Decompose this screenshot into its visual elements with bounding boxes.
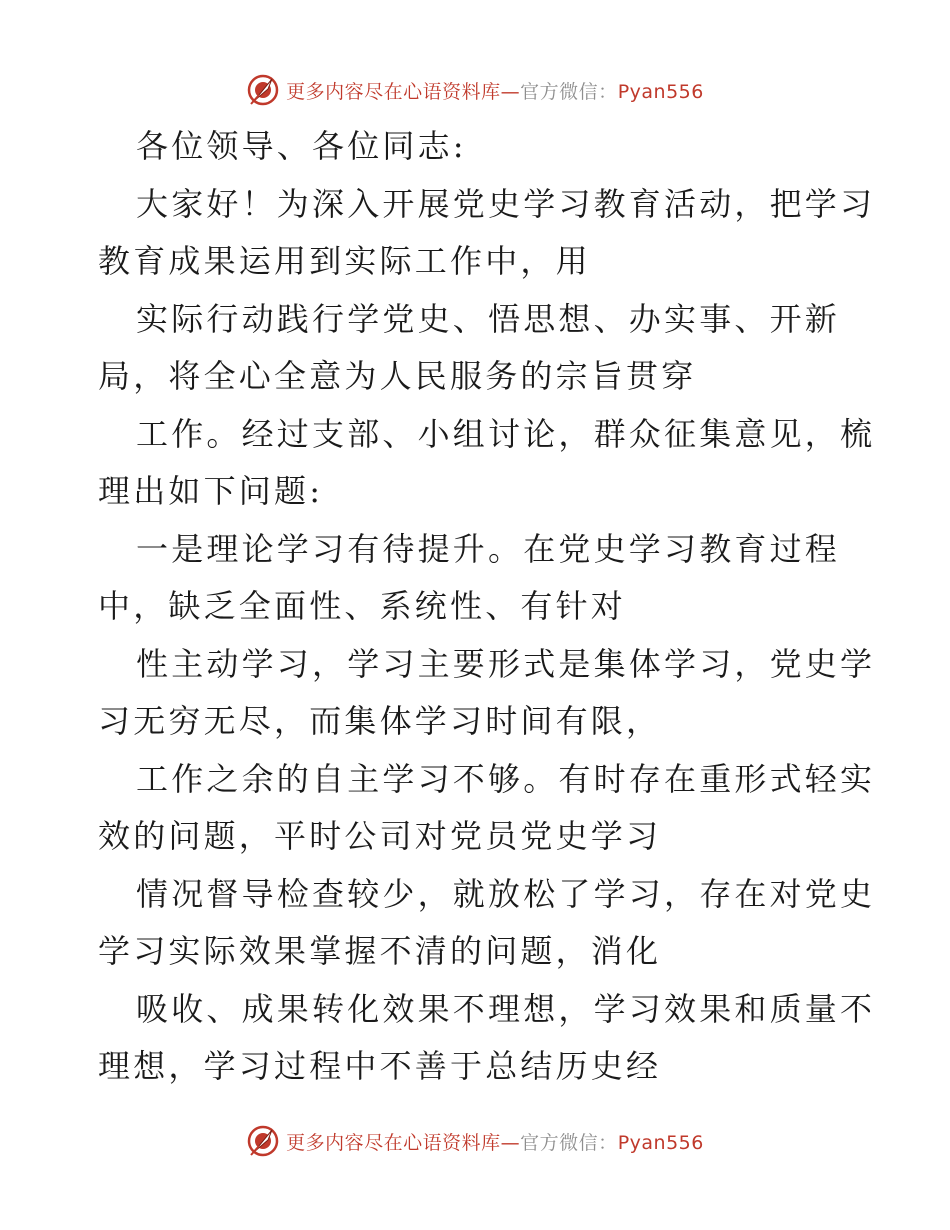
- body-line: 工作。经过支部、小组讨论，群众征集意见，梳: [136, 414, 876, 453]
- body-line: 理想，学习过程中不善于总结历史经: [98, 1047, 662, 1085]
- footer-brand: 更多内容尽在心语资料库: [286, 1131, 501, 1154]
- footer-banner: [0, 1121, 950, 1161]
- header-wechat-label: 官方微信：: [520, 80, 618, 103]
- body-line: 教育成果运用到实际工作中，用: [98, 242, 591, 280]
- body-line: 实际行动践行学党史、悟思想、办实事、开新: [136, 299, 841, 338]
- body-line: 一是理论学习有待提升。在党史学习教育过程: [136, 529, 841, 568]
- body-line: 情况督导检查较少，就放松了学习，存在对党史: [136, 874, 876, 913]
- header-banner: [0, 70, 950, 110]
- body-line: 工作之余的自主学习不够。有时存在重形式轻实: [136, 759, 876, 798]
- document-body: [98, 118, 876, 1096]
- body-line: 习无穷无尽，而集体学习时间有限，: [98, 702, 662, 740]
- footer-wechat-id: Pyan556: [617, 1131, 704, 1154]
- header-separator: —: [500, 80, 521, 103]
- body-line: 学习实际效果掌握不清的问题，消化: [98, 932, 662, 970]
- body-line: 中，缺乏全面性、系统性、有针对: [98, 587, 627, 625]
- body-line: 各位领导、各位同志:: [136, 127, 467, 165]
- body-line: 性主动学习，学习主要形式是集体学习，党史学: [136, 644, 876, 683]
- body-line: 效的问题，平时公司对党员党史学习: [98, 817, 662, 855]
- footer-wechat-label: 官方微信：: [520, 1131, 618, 1154]
- header-brand: 更多内容尽在心语资料库: [286, 80, 501, 103]
- footer-separator: —: [500, 1131, 521, 1154]
- body-line: 大家好！为深入开展党史学习教育活动，把学习: [136, 184, 876, 223]
- header-watermark-text: [286, 77, 704, 104]
- footer-watermark-text: [286, 1128, 704, 1155]
- header-wechat-id: Pyan556: [617, 80, 704, 103]
- quill-seal-logo-icon: [246, 1124, 280, 1158]
- body-line: 理出如下问题:: [98, 472, 324, 510]
- body-line: 局，将全心全意为人民服务的宗旨贯穿: [98, 357, 697, 395]
- quill-seal-logo-icon: [246, 73, 280, 107]
- body-line: 吸收、成果转化效果不理想，学习效果和质量不: [136, 989, 876, 1028]
